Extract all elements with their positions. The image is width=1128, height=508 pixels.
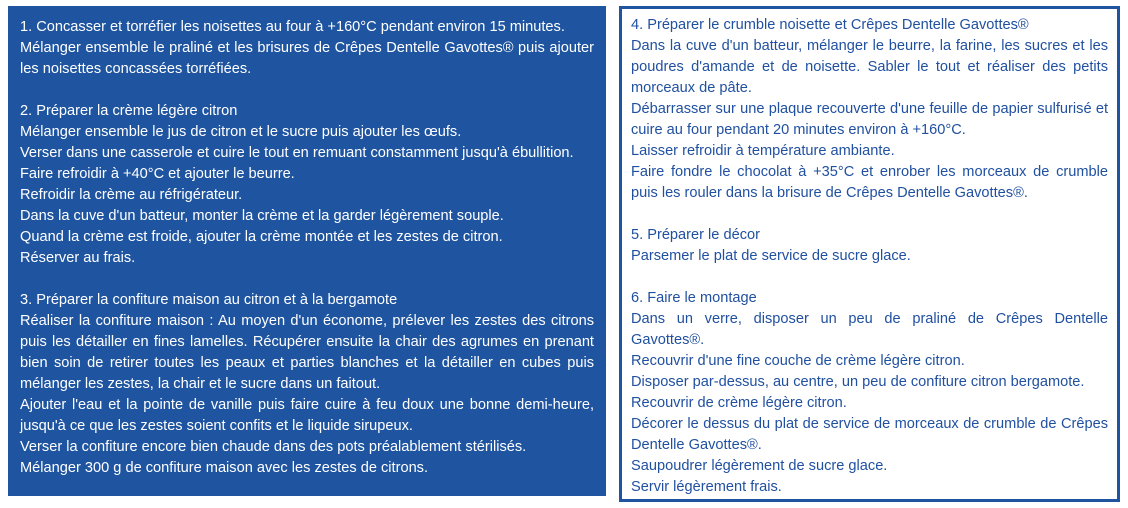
step-6-line-7: Servir légèrement frais. (631, 479, 782, 495)
step-2-line-6: Quand la crème est froide, ajouter la crème montée et les zestes de citron. (20, 229, 503, 245)
step-2-line-7: Réserver au frais. (20, 250, 136, 266)
right-recipe-panel (619, 6, 1120, 502)
step-3-line-1: Réaliser la confiture maison : Au moyen d'un économe, prélever les zestes des citrons puis les détailler en fines lamelles. Récupérer ensuite la chair des agrumes en prenant bien soin de retirer toutes les peaux et parties blanches et la détailler en cubes puis mélanger les zestes, la chair et le sucre dans un faitout. (20, 313, 594, 392)
step-6-line-2: Recouvrir d'une fine couche de crème légère citron. (631, 353, 965, 369)
step-4-line-2: Débarrasser sur une plaque recouverte d'une feuille de papier sulfurisé et cuire au four pendant 20 minutes environ à +160°C. (631, 101, 1108, 138)
left-recipe-panel (8, 6, 606, 496)
step-2-section (20, 101, 594, 269)
step-4-line-4: Faire fondre le chocolat à +35°C et enrober les morceaux de crumble puis les rouler dans la brisure de Crêpes Dentelle Gavottes®. (631, 164, 1108, 201)
step-6-line-4: Recouvrir de crème légère citron. (631, 395, 847, 411)
step-2-heading: 2. Préparer la crème légère citron (20, 103, 238, 119)
step-4-section (631, 15, 1108, 204)
step-1-section (20, 17, 594, 80)
step-6-line-1: Dans un verre, disposer un peu de praliné de Crêpes Dentelle Gavottes®. (631, 311, 1108, 348)
step-6-line-3: Disposer par-dessus, au centre, un peu de confiture citron bergamote. (631, 374, 1085, 390)
step-3-line-3: Verser la confiture encore bien chaude dans des pots préalablement stérilisés. (20, 439, 527, 455)
step-3-section (20, 290, 594, 479)
step-4-line-3: Laisser refroidir à température ambiante. (631, 143, 895, 159)
step-4-line-1: Dans la cuve d'un batteur, mélanger le beurre, la farine, les sucres et les poudres d'amande et de noisette. Sabler le tout et réaliser des petits morceaux de pâte. (631, 38, 1108, 96)
step-2-line-2: Verser dans une casserole et cuire le tout en remuant constamment jusqu'à ébullition. (20, 145, 574, 161)
step-6-line-5: Décorer le dessus du plat de service de morceaux de crumble de Crêpes Dentelle Gavottes®. (631, 416, 1108, 453)
step-2-line-5: Dans la cuve d'un batteur, monter la crème et la garder légèrement souple. (20, 208, 504, 224)
step-2-line-1: Mélanger ensemble le jus de citron et le sucre puis ajouter les œufs. (20, 124, 462, 140)
step-2-line-3: Faire refroidir à +40°C et ajouter le beurre. (20, 166, 295, 182)
step-3-line-4: Mélanger 300 g de confiture maison avec les zestes de citrons. (20, 460, 429, 476)
step-1-line-1: 1. Concasser et torréfier les noisettes au four à +160°C pendant environ 15 minutes. (20, 19, 565, 35)
step-5-heading: 5. Préparer le décor (631, 227, 760, 243)
step-5-line-1: Parsemer le plat de service de sucre glace. (631, 248, 911, 264)
step-6-heading: 6. Faire le montage (631, 290, 757, 306)
step-1-line-2: Mélanger ensemble le praliné et les brisures de Crêpes Dentelle Gavottes® puis ajouter les noisettes concassées torréfiées. (20, 40, 594, 77)
step-3-line-2: Ajouter l'eau et la pointe de vanille puis faire cuire à feu doux une bonne demi-heure, jusqu'à ce que les zestes soient confits et le liquide sirupeux. (20, 397, 594, 434)
step-3-heading: 3. Préparer la confiture maison au citron et à la bergamote (20, 292, 398, 308)
step-6-section (631, 288, 1108, 498)
step-6-line-6: Saupoudrer légèrement de sucre glace. (631, 458, 888, 474)
step-5-section (631, 225, 1108, 267)
step-4-heading: 4. Préparer le crumble noisette et Crêpes Dentelle Gavottes® (631, 17, 1029, 33)
step-2-line-4: Refroidir la crème au réfrigérateur. (20, 187, 243, 203)
